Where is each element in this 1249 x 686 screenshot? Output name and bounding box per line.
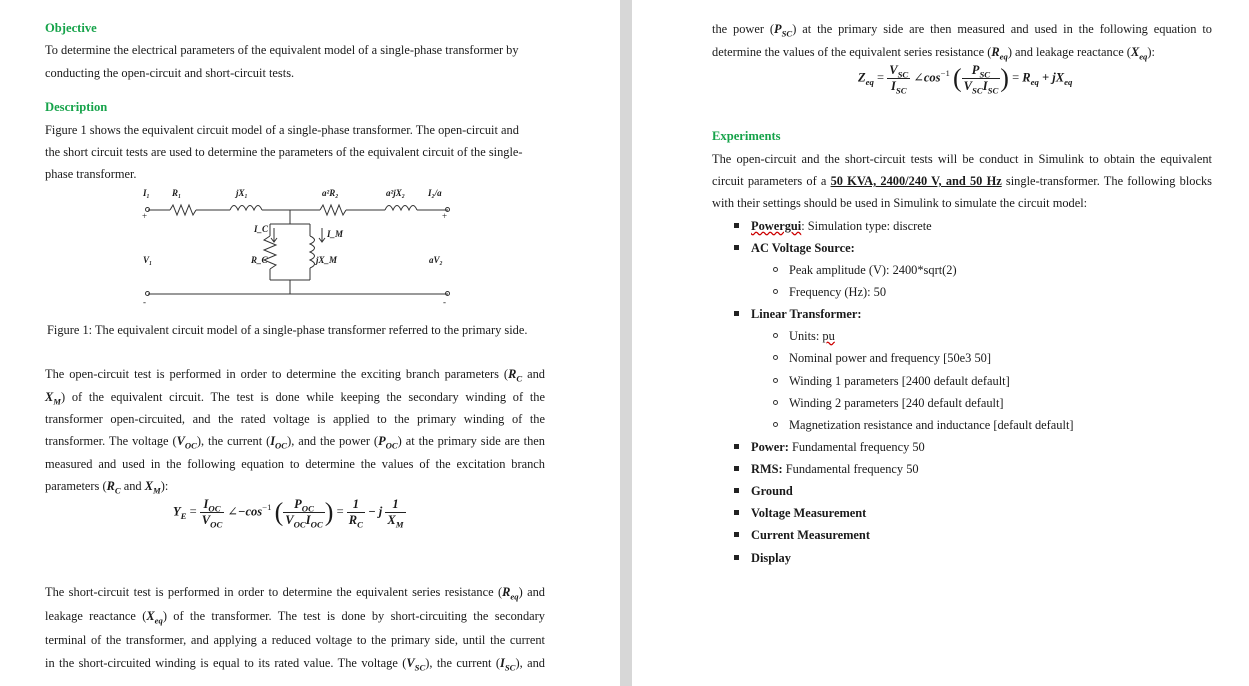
experiments-line-1: The open-circuit and the short-circuit tests will be conduct in Simulink to obtain the equivalent (712, 152, 1212, 166)
description-line-2: the short circuit tests are used to determine the parameters of the equivalent circuit of the single- (45, 145, 523, 159)
document-page-2 (632, 0, 1249, 686)
bullet-display: Display (751, 551, 791, 565)
objective-line-1: To determine the electrical parameters of the equivalent model of a single-phase transformer by (45, 43, 519, 57)
bullet-square-icon (734, 488, 739, 493)
sc-line-3: terminal of the transformer, and applying a reduced voltage to the primary side, until the current (45, 633, 545, 647)
label-a2jx2: a²jX₂ (386, 188, 405, 198)
objective-line-2: conducting the open-circuit and short-circuit tests. (45, 66, 295, 80)
equation-admittance: $Y_E$ = $\frac{I_{OC}}{V_{OC}}$ $\angle-\cos^{-1}$ ( $\frac{P_{OC}}{V_{OC}I_{OC}}$ ) = $\frac{1}{R_C}$ − j $\frac{1}{X_M}$ (173, 497, 404, 530)
bullet-power: Power: Fundamental frequency 50 (751, 440, 925, 454)
label-i1: I₁ (143, 188, 150, 198)
label-a2r2: a²R₂ (322, 188, 339, 198)
sub-bullet-frequency: Frequency (Hz): 50 (789, 285, 887, 299)
bullet-square-icon (734, 223, 739, 228)
bullet-linear-transformer: Linear Transformer: (751, 307, 862, 321)
label-ic: I_C (254, 224, 269, 234)
experiments-line-2: circuit parameters of a 50 KVA, 2400/240 V, and 50 Hz single-transformer. The following blocks (712, 174, 1212, 188)
label-minus-left: - (143, 297, 146, 307)
figure-caption: Figure 1: The equivalent circuit model of a single-phase transformer referred to the primary side. (47, 323, 528, 337)
sub-bullet-units: Units: pu (789, 329, 835, 343)
objective-heading: Objective (45, 21, 97, 35)
oc-line-5: measured and used in the following equation to determine the values of the excitation branch (45, 457, 545, 471)
label-rc: R_C (251, 255, 268, 265)
bullet-powergui: Powergui: Simulation type: discrete (751, 219, 932, 233)
label-av2: aV₂ (429, 255, 443, 265)
r1-resistor (170, 205, 196, 215)
bullet-circle-icon (773, 355, 778, 360)
bullet-circle-icon (773, 267, 778, 272)
oc-line-6: parameters ($R_C$ and $X_M$): (45, 479, 169, 496)
document-page-1 (0, 0, 620, 686)
label-jx1: jX₁ (236, 188, 248, 198)
sub-bullet-winding-2: Winding 2 parameters [240 default default] (789, 396, 1004, 410)
bullet-square-icon (734, 466, 739, 471)
x1-inductor (230, 206, 262, 211)
label-plus-left: + (142, 211, 148, 221)
sub-bullet-nominal-power: Nominal power and frequency [50e3 50] (789, 351, 991, 365)
label-jxm: jX_M (316, 255, 338, 265)
label-minus-right: - (443, 297, 446, 307)
bullet-voltage-measurement: Voltage Measurement (751, 506, 867, 520)
sub-bullet-peak-amplitude: Peak amplitude (V): 2400*sqrt(2) (789, 263, 957, 277)
experiments-heading: Experiments (712, 129, 781, 143)
sc-line-1: The short-circuit test is performed in order to determine the equivalent series resistance $(R_{eq})$ and (45, 585, 545, 602)
sub-bullet-winding-1: Winding 1 parameters [2400 default default] (789, 374, 1010, 388)
bullet-circle-icon (773, 400, 778, 405)
oc-line-3: transformer open-circuited, and the rated voltage is applied to the primary winding of the (45, 412, 545, 426)
experiments-line-3: with their settings should be used in Simulink to simulate the circuit model: (712, 196, 1088, 210)
label-im: I_M (327, 229, 344, 239)
bullet-circle-icon (773, 422, 778, 427)
bullet-circle-icon (773, 378, 778, 383)
x2-inductor (385, 206, 417, 211)
bullet-square-icon (734, 311, 739, 316)
label-v1: V₁ (143, 255, 153, 265)
bullet-circle-icon (773, 289, 778, 294)
label-r1: R₁ (172, 188, 182, 198)
equivalent-circuit-figure (130, 188, 460, 313)
description-line-1: Figure 1 shows the equivalent circuit model of a single-phase transformer. The open-circuit and (45, 123, 519, 137)
oc-line-2: $X_M$) of the equivalent circuit. The test is done while keeping the secondary winding of the (45, 390, 545, 407)
sub-bullet-magnetization: Magnetization resistance and inductance [default default] (789, 418, 1074, 432)
bullet-square-icon (734, 532, 739, 537)
equation-impedance: $Z_{eq}$ = $\frac{V_{SC}}{I_{SC}}$ $\angle\cos^{-1}$ ( $\frac{P_{SC}}{V_{SC}I_{SC}}$ ) = $R_{eq} + jX_{eq}$ (858, 63, 1073, 96)
bullet-rms: RMS: Fundamental frequency 50 (751, 462, 919, 476)
sc-line-2: leakage reactance $(X_{eq})$ of the transformer. The test is done by short-circuiting the secondary (45, 609, 545, 626)
bullet-square-icon (734, 444, 739, 449)
description-heading: Description (45, 100, 108, 114)
oc-line-4: transformer. The voltage $(V_{OC})$, the current $(I_{OC})$, and the power $(P_{OC})$ at the primary side are then (45, 434, 545, 451)
bullet-square-icon (734, 245, 739, 250)
bullet-square-icon (734, 555, 739, 560)
label-plus-right: + (442, 211, 448, 221)
description-line-3: phase transformer. (45, 167, 137, 181)
oc-line-1: The open-circuit test is performed in order to determine the exciting branch parameters ($R_C$ and (45, 367, 545, 384)
continuation-line-2: determine the values of the equivalent series resistance $(R_{eq})$ and leakage reactance $(X_{eq})$: (712, 45, 1155, 62)
continuation-line-1: the power $(P_{SC})$ at the primary side are then measured and used in the following equation to (712, 22, 1212, 39)
bullet-circle-icon (773, 333, 778, 338)
label-i2-over-a: I₂/a (428, 188, 442, 198)
bullet-ac-voltage-source: AC Voltage Source: (751, 241, 855, 255)
bullet-current-measurement: Current Measurement (751, 528, 870, 542)
bullet-square-icon (734, 510, 739, 515)
sc-line-4: in the short-circuited winding is equal to its rated value. The voltage $(V_{SC})$, the current $(I_{SC})$, and (45, 656, 545, 673)
bullet-ground: Ground (751, 484, 793, 498)
xm-inductor (310, 236, 315, 268)
r2-resistor (320, 205, 346, 215)
